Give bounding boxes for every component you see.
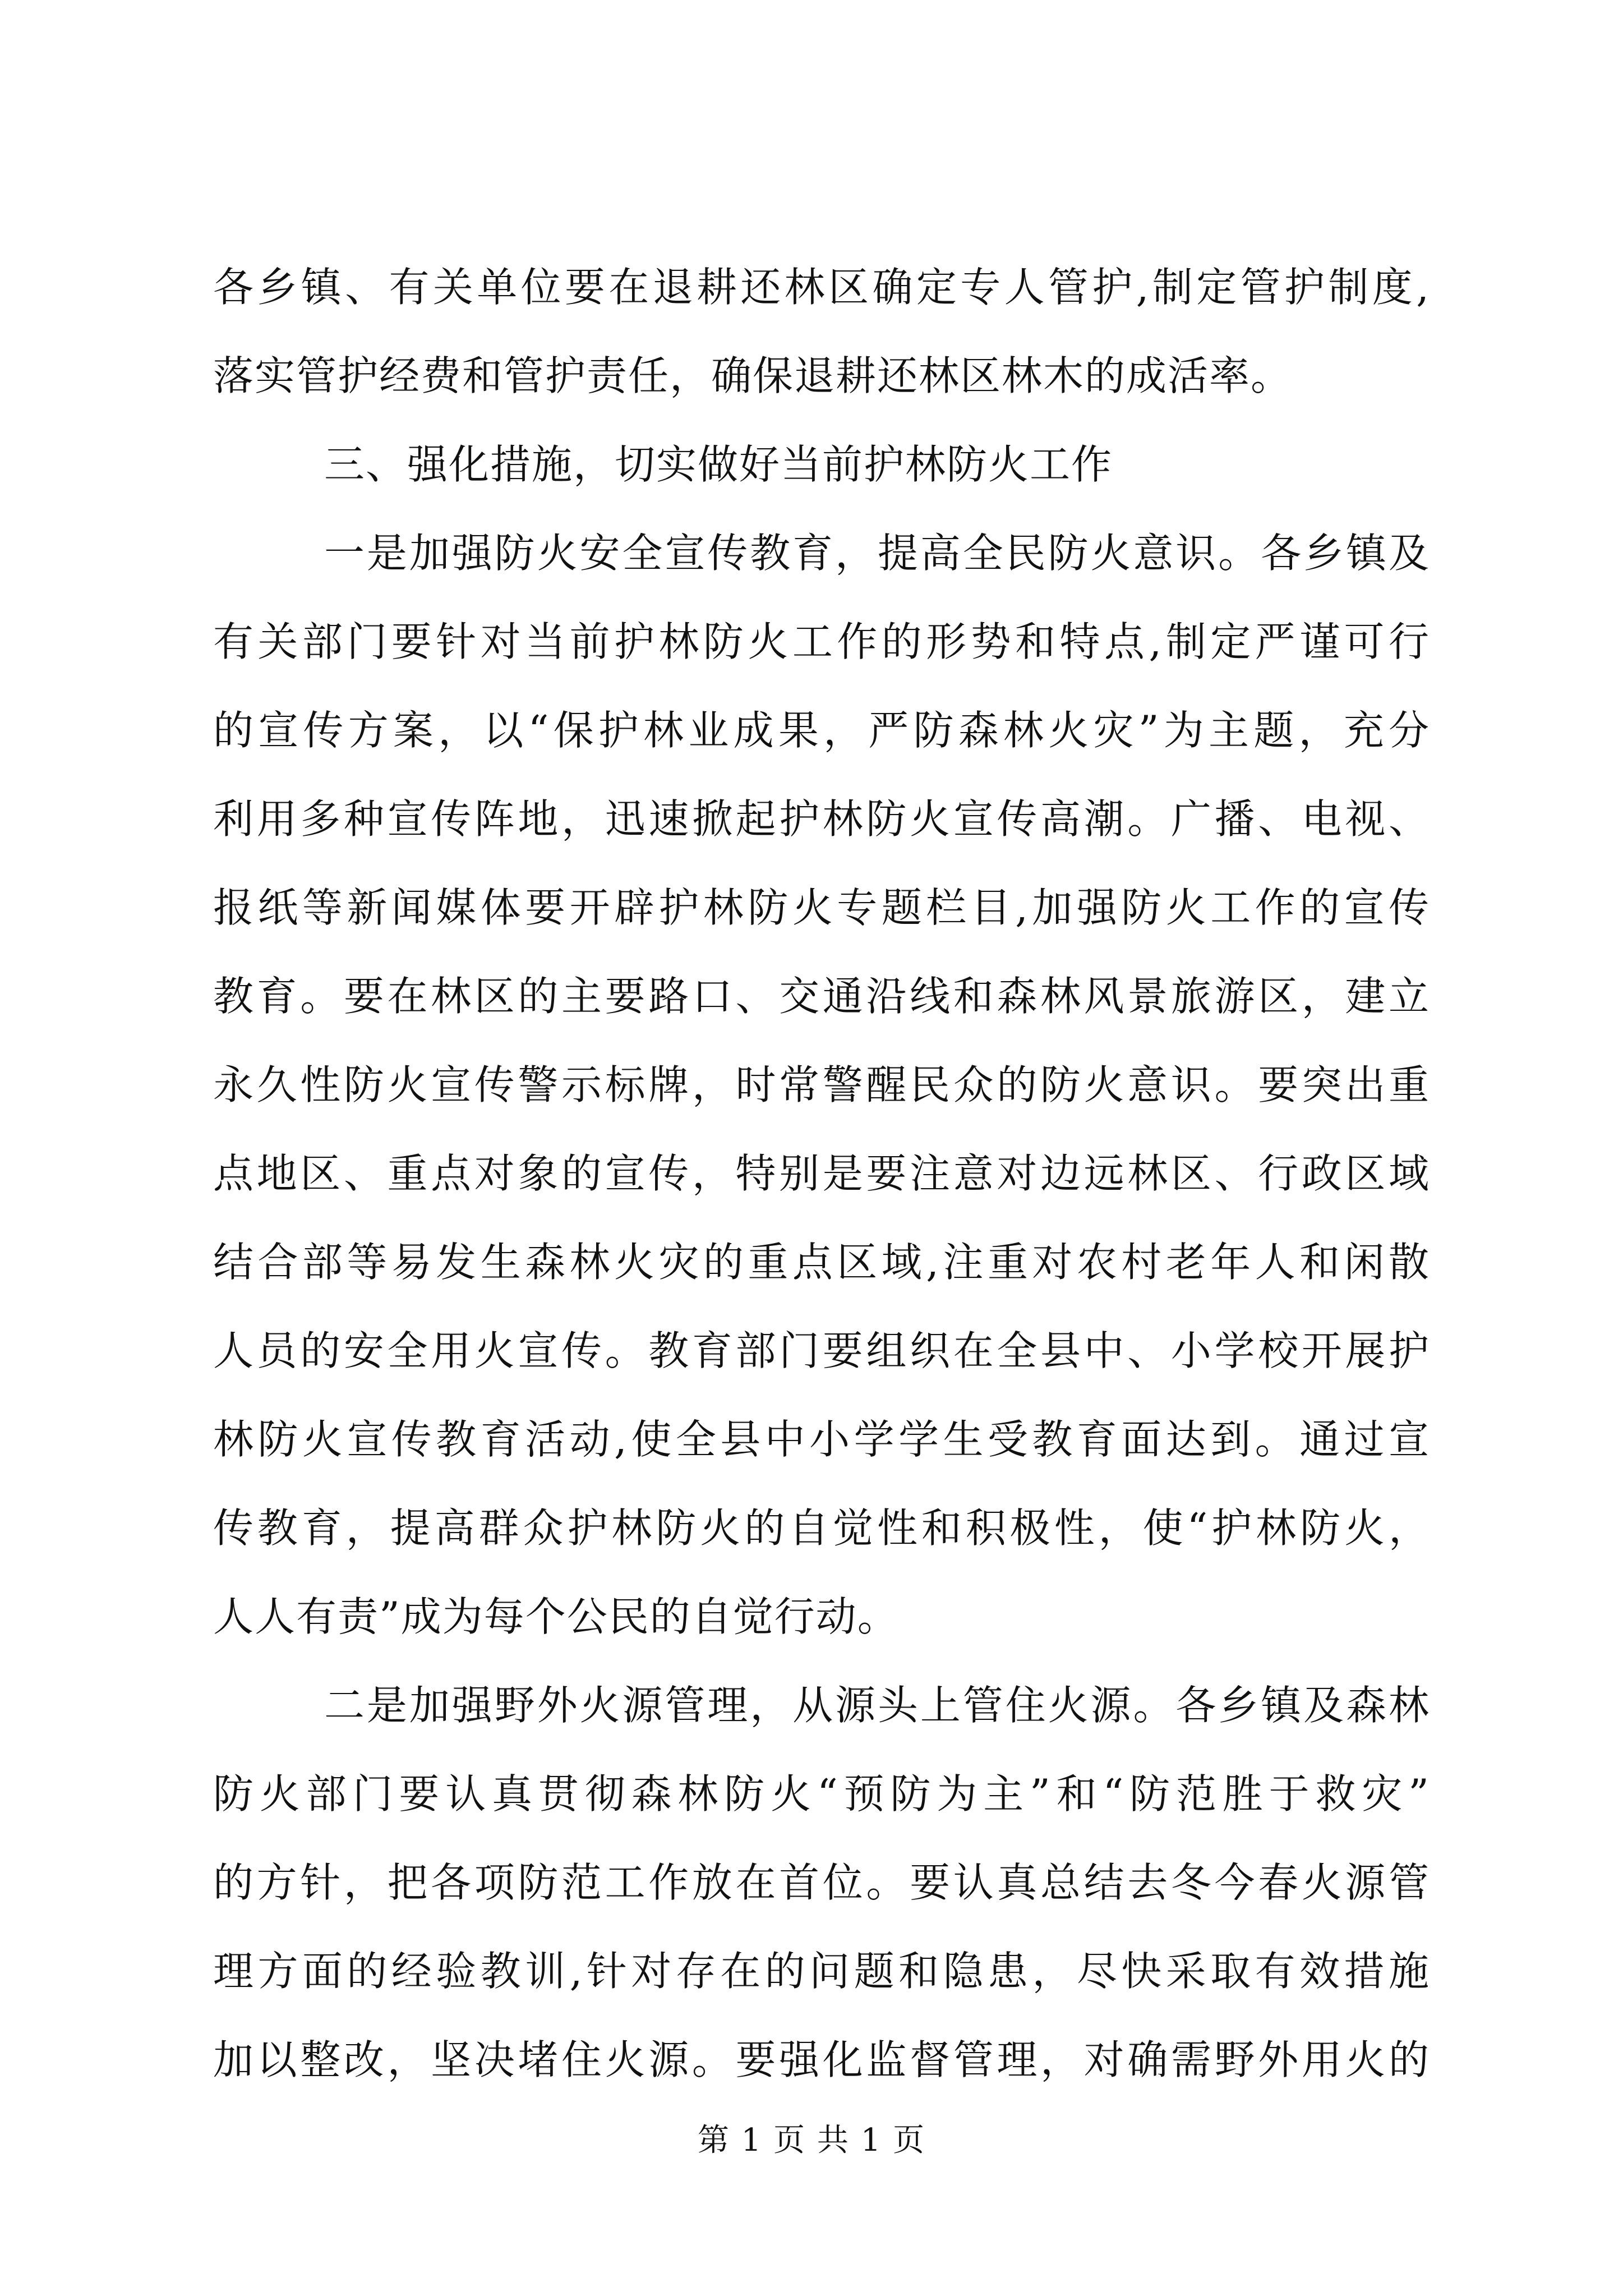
page-footer: 第 1 页 共 1 页	[697, 2122, 926, 2159]
text-line: 利用多种宣传阵地，迅速掀起护林防火宣传高潮。广播、电视、	[213, 798, 1430, 841]
document-body	[213, 266, 1430, 2127]
text-line: 防火部门要认真贯彻森林防火“预防为主”和“防范胜于救灾”	[213, 1773, 1430, 1816]
paragraph-last-line: 人人有责”成为每个公民的自觉行动。	[213, 1595, 899, 1639]
paragraph-first-line: 一是加强防火安全宣传教育，提高全民防火意识。各乡镇及	[324, 532, 1430, 575]
text-line: 落实管护经费和管护责任，确保退耕还林区林木的成活率。	[213, 355, 1293, 398]
text-line: 点地区、重点对象的宣传，特别是要注意对边远林区、行政区域	[213, 1152, 1430, 1195]
text-line: 报纸等新闻媒体要开辟护林防火专题栏目,加强防火工作的宣传	[213, 886, 1430, 930]
text-line: 理方面的经验教训,针对存在的问题和隐患，尽快采取有效措施	[213, 1950, 1430, 1993]
text-line: 教育。要在林区的主要路口、交通沿线和森林风景旅游区，建立	[213, 975, 1430, 1018]
text-line: 人员的安全用火宣传。教育部门要组织在全县中、小学校开展护	[213, 1329, 1430, 1373]
text-line: 林防火宣传教育活动,使全县中小学学生受教育面达到。通过宣	[213, 1418, 1430, 1461]
section-heading: 三、强化措施，切实做好当前护林防火工作	[324, 443, 1113, 486]
text-line: 加以整改，坚决堵住火源。要强化监督管理，对确需野外用火的	[213, 2039, 1430, 2082]
text-line: 的方针，把各项防范工作放在首位。要认真总结去冬今春火源管	[213, 1861, 1430, 1904]
text-line: 有关部门要针对当前护林防火工作的形势和特点,制定严谨可行	[213, 620, 1430, 664]
text-line: 各乡镇、有关单位要在退耕还林区确定专人管护,制定管护制度,	[213, 266, 1430, 309]
text-line: 的宣传方案，以“保护林业成果，严防森林火灾”为主题，充分	[213, 709, 1430, 752]
text-line: 结合部等易发生森林火灾的重点区域,注重对农村老年人和闲散	[213, 1241, 1430, 1284]
paragraph-first-line: 二是加强野外火源管理，从源头上管住火源。各乡镇及森林	[324, 1684, 1430, 1727]
text-line: 传教育，提高群众护林防火的自觉性和积极性，使“护林防火，	[213, 1507, 1430, 1550]
text-line: 永久性防火宣传警示标牌，时常警醒民众的防火意识。要突出重	[213, 1064, 1430, 1107]
